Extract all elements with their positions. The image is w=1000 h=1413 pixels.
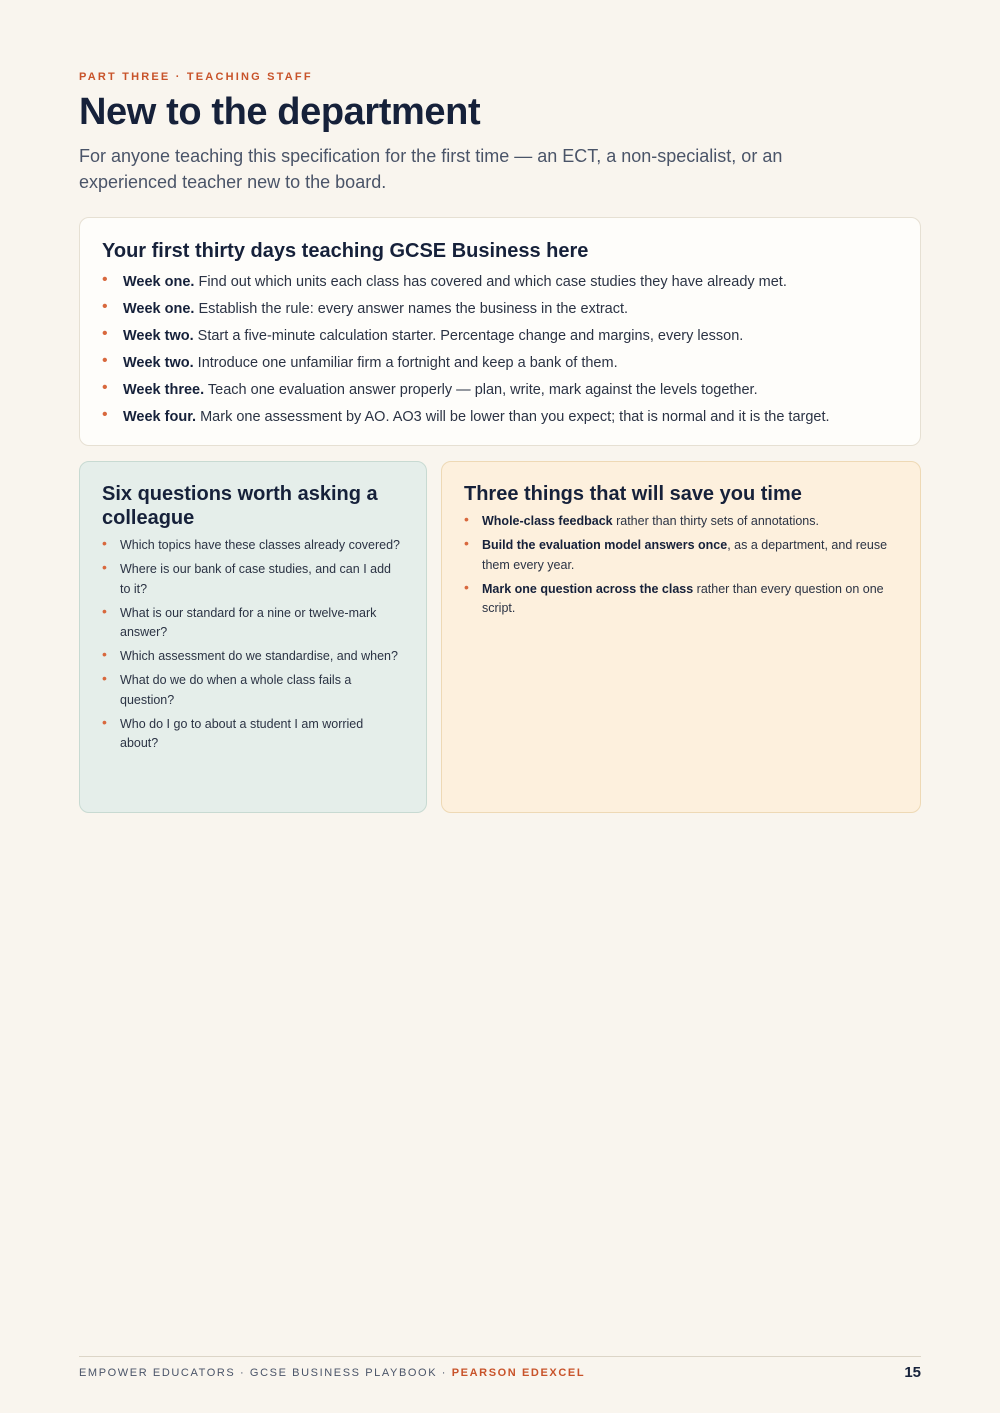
save-time-list [464, 512, 898, 619]
footer-board: PEARSON EDEXCEL [451, 1367, 586, 1379]
item-text: Which assessment do we standardise, and when? [120, 649, 398, 663]
bullet-icon: • [102, 646, 107, 662]
list-item [102, 715, 404, 754]
list-item [102, 296, 898, 323]
list-item [102, 536, 404, 556]
bullet-icon: • [102, 559, 107, 575]
item-text: What is our standard for a nine or twelve-mark answer? [120, 605, 377, 639]
footer-series: EMPOWER EDUCATORS · GCSE BUSINESS PLAYBOOK · [79, 1367, 452, 1379]
list-item [102, 350, 898, 377]
item-text: , as a department, and reuse them every year. [482, 538, 888, 572]
list-item [102, 604, 404, 643]
item-text: Find out which units each class has covered and which case studies they have already met. [194, 274, 787, 290]
list-item [102, 560, 404, 599]
page [79, 0, 921, 1413]
bullet-icon: • [102, 713, 107, 730]
item-lead: Week three. [123, 382, 205, 398]
page-title: New to the department [79, 91, 481, 133]
bullet-icon: • [464, 535, 469, 551]
list-item [464, 536, 898, 575]
section-kicker: PART THREE · TEACHING STAFF [79, 71, 313, 83]
item-lead: Build the evaluation model answers once [482, 538, 728, 552]
bullet-icon: • [102, 298, 108, 315]
footer-divider [79, 1356, 921, 1357]
footer-credit [79, 1367, 585, 1379]
save-time-heading: Three things that will save you time [464, 483, 802, 505]
page-number: 15 [904, 1364, 921, 1381]
list-item [102, 647, 404, 667]
page-lede: For anyone teaching this specification for the first time — an ECT, a non-specialist, or an experienced teacher new to the board. [79, 146, 783, 192]
item-text: Teach one evaluation answer properly — plan, write, mark against the levels together. [204, 382, 758, 398]
bullet-icon: • [464, 578, 469, 595]
item-lead: Week one. [123, 301, 195, 317]
item-text: Who do I go to about a student I am worried about? [120, 716, 364, 750]
item-lead: Mark one question across the class [482, 581, 694, 596]
first-thirty-days-list [102, 269, 898, 431]
bullet-icon: • [102, 379, 108, 396]
item-lead: Week two. [123, 328, 194, 344]
save-time-card [441, 461, 921, 813]
item-text: rather than thirty sets of annotations. [612, 514, 819, 528]
item-lead: Week four. [123, 409, 197, 425]
first-thirty-days-heading: Your first thirty days teaching GCSE Business here [102, 240, 589, 262]
item-text: What do we do when a whole class fails a question? [120, 673, 352, 707]
list-item [464, 580, 898, 619]
item-lead: Week two. [123, 355, 194, 371]
six-questions-list [102, 536, 404, 754]
list-item [102, 323, 898, 350]
item-text: Mark one assessment by AO. AO3 will be lower than you expect; that is normal and it is the target. [196, 409, 830, 425]
six-questions-card [79, 461, 427, 813]
bullet-icon: • [102, 535, 107, 551]
first-thirty-days-card [79, 217, 921, 446]
bullet-icon: • [102, 352, 108, 369]
item-text: Introduce one unfamiliar firm a fortnight and keep a bank of them. [193, 355, 618, 371]
list-item [102, 269, 898, 296]
bullet-icon: • [102, 602, 107, 619]
item-lead: Week one. [123, 274, 195, 290]
list-item [102, 404, 898, 431]
six-questions-heading: Six questions worth asking a colleague [102, 483, 378, 529]
bullet-icon: • [102, 271, 108, 288]
list-item [464, 512, 898, 532]
bullet-icon: • [102, 325, 108, 342]
item-text: Where is our bank of case studies, and can I add to it? [120, 562, 391, 596]
item-lead: Whole-class feedback [482, 514, 613, 528]
item-text: Establish the rule: every answer names the business in the extract. [194, 301, 629, 317]
bullet-icon: • [102, 670, 107, 686]
item-text: Which topics have these classes already covered? [120, 538, 401, 552]
list-item [102, 377, 898, 404]
list-item [102, 671, 404, 710]
bullet-icon: • [102, 406, 108, 423]
item-text: rather than every question on one script. [482, 581, 884, 615]
bullet-icon: • [464, 511, 469, 527]
item-text: Start a five-minute calculation starter. Percentage change and margins, every lesson. [193, 328, 744, 344]
